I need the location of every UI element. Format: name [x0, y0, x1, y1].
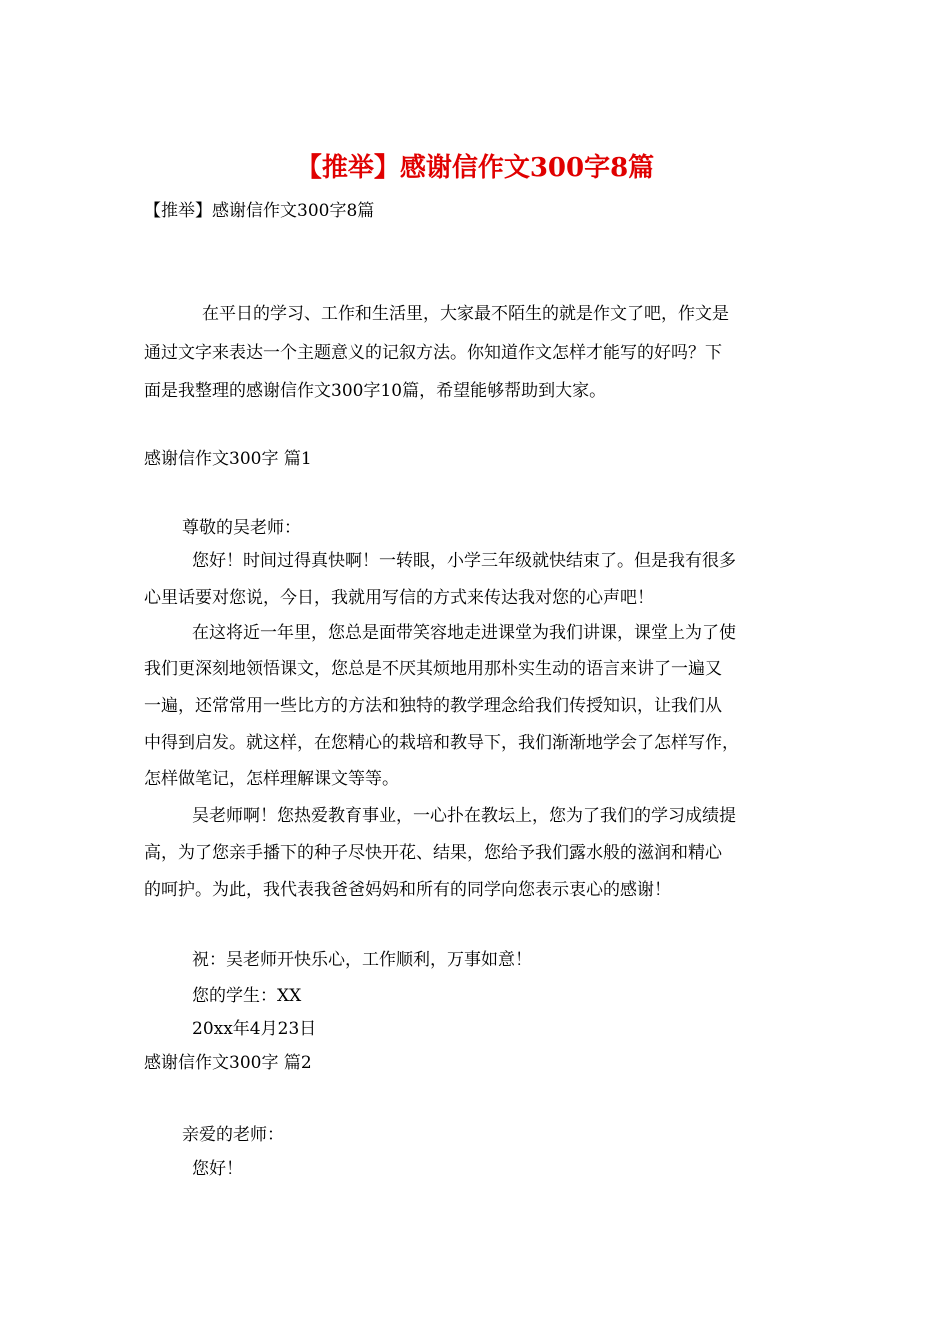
section1-para2-line-4: 中得到启发。就这样，在您精心的栽培和教导下，我们渐渐地学会了怎样写作， [144, 733, 739, 753]
section1-para3-line-2: 高，为了您亲手播下的种子尽快开花、结果，您给予我们露水般的滋润和精心 [144, 843, 722, 863]
section1-para2-line-5: 怎样做笔记，怎样理解课文等等。 [144, 769, 399, 789]
section2-greeting: 您好！ [192, 1159, 243, 1179]
intro-line-1: 在平日的学习、工作和生活里，大家最不陌生的就是作文了吧，作文是 [202, 304, 729, 324]
section2-salutation: 亲爱的老师： [182, 1125, 284, 1145]
document-title: 【推举】感谢信作文300字8篇 [295, 153, 655, 183]
section1-signature: 您的学生：XX [192, 986, 302, 1006]
section1-para2-line-1: 在这将近一年里，您总是面带笑容地走进课堂为我们讲课，课堂上为了使 [192, 623, 736, 643]
intro-line-2: 通过文字来表达一个主题意义的记叙方法。你知道作文怎样才能写的好吗？下 [144, 343, 722, 363]
section2-heading: 感谢信作文300字 篇2 [144, 1053, 312, 1073]
section1-para2-line-3: 一遍，还常常用一些比方的方法和独特的教学理念给我们传授知识，让我们从 [144, 696, 722, 716]
document-subtitle: 【推举】感谢信作文300字8篇 [144, 201, 375, 221]
section1-para3-line-1: 吴老师啊！您热爱教育事业，一心扑在教坛上，您为了我们的学习成绩提 [192, 806, 736, 826]
section1-wish: 祝：吴老师开快乐心，工作顺利，万事如意！ [192, 950, 532, 970]
section1-para1-line-1: 您好！时间过得真快啊！一转眼，小学三年级就快结束了。但是我有很多 [192, 551, 736, 571]
section1-para2-line-2: 我们更深刻地领悟课文，您总是不厌其烦地用那朴实生动的语言来讲了一遍又 [144, 659, 722, 679]
section1-para1-line-2: 心里话要对您说，今日，我就用写信的方式来传达我对您的心声吧！ [144, 588, 654, 608]
intro-line-3: 面是我整理的感谢信作文300字10篇，希望能够帮助到大家。 [144, 381, 607, 401]
section1-para3-line-3: 的呵护。为此，我代表我爸爸妈妈和所有的同学向您表示衷心的感谢！ [144, 880, 671, 900]
section1-salutation: 尊敬的吴老师： [182, 518, 301, 538]
section1-date: 20xx年4月23日 [192, 1019, 317, 1039]
section1-heading: 感谢信作文300字 篇1 [144, 449, 312, 469]
